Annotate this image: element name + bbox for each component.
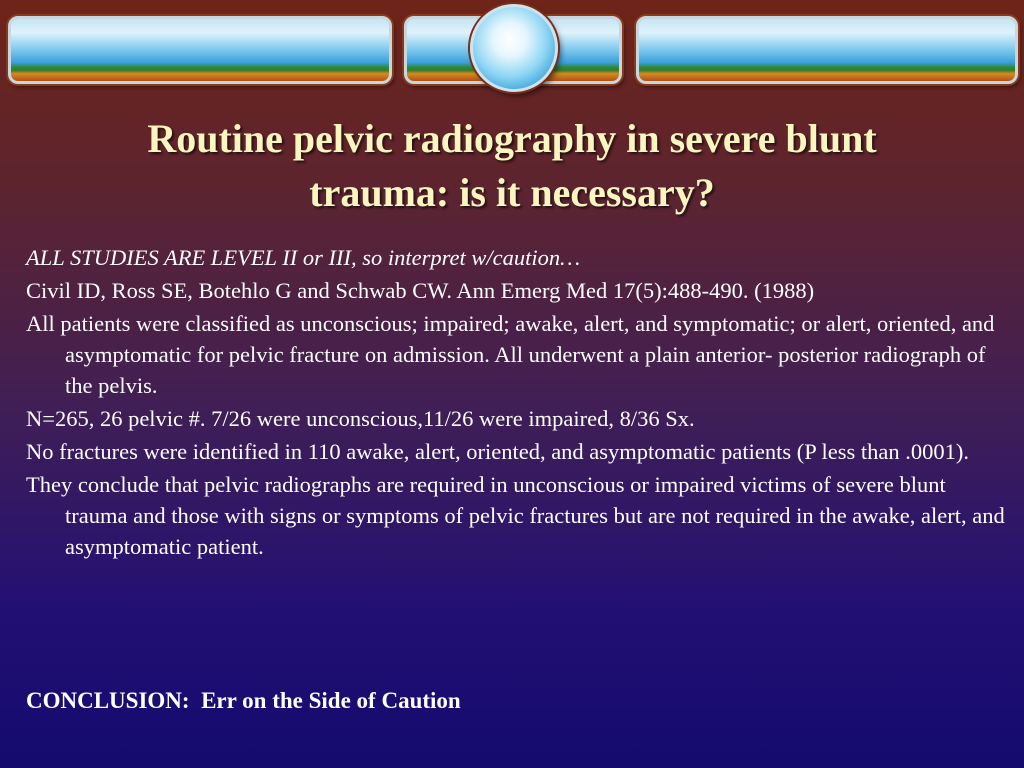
findings-paragraph: No fractures were identified in 110 awake, alert, oriented, and asymptomatic patients (P less than .0001). (26, 439, 970, 464)
header-banner-left (8, 16, 392, 84)
globe-icon (470, 4, 558, 92)
title-line-1: Routine pelvic radiography in severe blunt (147, 116, 877, 161)
header-banner-right (636, 16, 1018, 84)
results-paragraph: N=265, 26 pelvic #. 7/26 were unconscious,11/26 were impaired, 8/36 Sx. (26, 406, 695, 431)
slide-title (40, 112, 984, 220)
caution-note: ALL STUDIES ARE LEVEL II or III, so interpret w/caution… (26, 245, 581, 270)
citation-paragraph: Civil ID, Ross SE, Botehlo G and Schwab CW. Ann Emerg Med 17(5):488-490. (1988) (26, 278, 815, 303)
title-line-2: trauma: is it necessary? (309, 170, 715, 215)
conclusion-line: CONCLUSION: Err on the Side of Caution (26, 688, 461, 713)
methods-paragraph: All patients were classified as unconscious; impaired; awake, alert, and symptomatic; or alert, oriented, and asymptomatic for pelvic fracture on admission. All underwent a plain anterior- posterior radiograph of the pelvis. (26, 311, 995, 398)
authors-conclusion-paragraph: They conclude that pelvic radiographs are required in unconscious or impaired victims of severe blunt trauma and those with signs or symptoms of pelvic fractures but are not required in the awake, alert, and asymptomatic patient. (26, 472, 1005, 559)
slide-body (26, 242, 1006, 564)
